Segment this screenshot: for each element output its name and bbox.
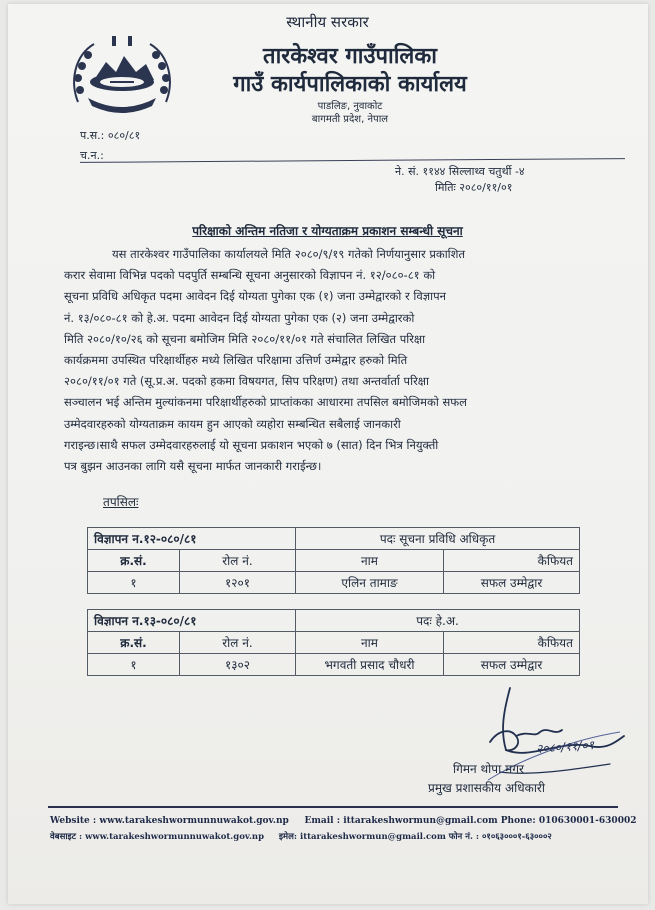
website-label: Website : [50, 816, 97, 826]
remark-cell: सफल उम्मेद्वार [444, 572, 580, 594]
table-column-headers [88, 550, 580, 572]
website-link[interactable]: www.tarakeshwormunnuwakot.gov.np [99, 816, 289, 826]
signatory-name: गिमन थोपा मगर [453, 762, 524, 776]
column-header: क्र.सं. [88, 550, 180, 572]
column-header: नाम [296, 550, 444, 572]
serial-cell: १ [88, 572, 180, 594]
column-header: नाम [296, 632, 444, 654]
notice-title: परिक्षाको अन्तिम नतिजा र योग्यताक्रम प्रकाशन सम्बन्धी सूचना [192, 224, 463, 238]
address-line1: पाडलिङ, नुवाकोट [317, 101, 383, 112]
table-column-headers [88, 632, 580, 654]
municipality-name: तारकेश्वर गाउँपालिका [263, 44, 437, 69]
footer-line-en [50, 816, 636, 826]
email-np-link[interactable]: ittarakeshwormun@gmail.com [299, 832, 446, 842]
phone-label: Phone: [500, 816, 536, 826]
notice-body [64, 244, 589, 477]
column-header: कैफियत [444, 550, 580, 572]
body-line: उम्मेदवारहरुको योग्यताक्रम कायम हुन आएको व्यहोरा सम्बन्धित सबैलाई जानकारी [64, 416, 401, 431]
advertisement-number: विज्ञापन न.१३-०८०/८१ [88, 610, 296, 632]
table-row [88, 654, 580, 676]
body-line: नं. १३/०८०-८१ को हे.अ. पदमा आवेदन दिई योग्यता पुगेका एक (२) जना उम्मेद्वारको [64, 310, 415, 325]
email-link[interactable]: ittarakeshwormun@gmail.com [343, 816, 498, 826]
column-header: कैफियत [444, 632, 580, 654]
footer-line-np [50, 831, 552, 842]
table-row [88, 572, 580, 594]
signatory-designation: प्रमुख प्रशासकीय अधिकारी [428, 781, 545, 795]
phone-np-number: ०१०६३०००१-६३०००२ [481, 832, 552, 842]
result-table-ad13 [87, 609, 580, 676]
body-line: गराइन्छ।साथै सफल उम्मेदवारहरुलाई यो सूचना प्रकाशन भएको ७ (सात) दिन भित्र नियुक्ती [64, 437, 439, 452]
address-line2: बागमती प्रदेश, नेपाल [311, 114, 389, 125]
gov-level: स्थानीय सरकार [286, 13, 369, 31]
website-np-link[interactable]: www.tarakeshwormunnuwakot.gov.np [85, 832, 265, 842]
cn-number: च.न.: [80, 149, 104, 162]
tapsil-label: तपसिलः [103, 495, 139, 509]
body-line: मिति २०८०/१०/२६ को सूचना बमोजिम मिति २०८०/११/०१ गते संचालित लिखित परिक्षा [64, 331, 426, 346]
column-header: रोल नं. [180, 632, 296, 654]
post-cell [296, 528, 580, 550]
office-name: गाउँ कार्यपालिकाको कार्यालय [233, 72, 467, 97]
post-label: पदः [379, 532, 396, 546]
handwritten-date: २०८०/११/०१ [535, 737, 595, 757]
column-header: क्र.सं. [88, 632, 180, 654]
roll-cell: १२०१ [180, 572, 296, 594]
post-name: हे.अ. [435, 614, 459, 628]
name-cell: एलिन तामाङ [296, 572, 444, 594]
body-line: सञ्चालन भई अन्तिम मुल्यांकनमा परिक्षार्थीहरुको प्राप्तांकका आधारमा तपसिल बमोजिमको सफल [64, 395, 467, 410]
post-name: सूचना प्रविधि अधिकृत [399, 532, 496, 546]
body-line: यस तारकेश्वर गाउँपालिका कार्यालयले मिति २०८०/९/१९ गतेको निर्णयानुसार प्रकाशित [112, 247, 466, 261]
nepal-sambat-date: ने. सं. ११४४ सिल्लाथ्व चतुर्थी -४ [395, 165, 525, 178]
footer-divider [48, 806, 618, 808]
phone-number: 010630001-630002 [538, 816, 637, 826]
phone-np-label: फोन नं. : [448, 832, 480, 842]
email-np-label: इमेल: [278, 832, 297, 842]
name-cell: भगवती प्रसाद चौधरी [296, 654, 444, 676]
email-label: Email : [304, 816, 341, 826]
body-line: २०८०/११/०१ गते (सू.प्र.अ. पदको हकमा विषयगत, सिप परिक्षण) तथा अन्तर्वार्ता परिक्षा [64, 374, 429, 389]
result-table-ad12 [87, 527, 580, 594]
table-header-row [88, 528, 580, 550]
remark-cell: सफल उम्मेद्वार [444, 654, 580, 676]
body-line: सूचना प्रविधि अधिकृत पदमा आवेदन दिई योग्यता पुगेका एक (१) जना उम्मेद्वारको र विज्ञापन [64, 289, 447, 304]
website-np-label: वेबसाइट : [50, 832, 83, 842]
column-header: रोल नं. [180, 550, 296, 572]
body-line: कार्यक्रममा उपस्थित परिक्षार्थीहरु मध्ये लिखित परिक्षामा उत्तिर्ण उम्मेद्वार हरुको मिति [64, 353, 408, 368]
nepal-emblem-icon [66, 32, 178, 118]
table-header-row [88, 610, 580, 632]
post-cell [296, 610, 580, 632]
ps-number: प.स.: ०८०/८१ [80, 129, 141, 142]
body-line: करार सेवामा विभिन्न पदको पदपुर्ति सम्बन्धि सूचना अनुसारको विज्ञापन नं. १२/०८०-८१ को [64, 268, 436, 283]
roll-cell: १३०२ [180, 654, 296, 676]
post-label: पदः [416, 614, 432, 628]
serial-cell: १ [88, 654, 180, 676]
body-line: पत्र बुझन आउनका लागि यसै सूचना मार्फत जानकारी गराईन्छ। [64, 459, 322, 474]
notice-date: मितिः २०८०/११/०१ [435, 181, 513, 194]
advertisement-number: विज्ञापन न.१२-०८०/८१ [88, 528, 296, 550]
